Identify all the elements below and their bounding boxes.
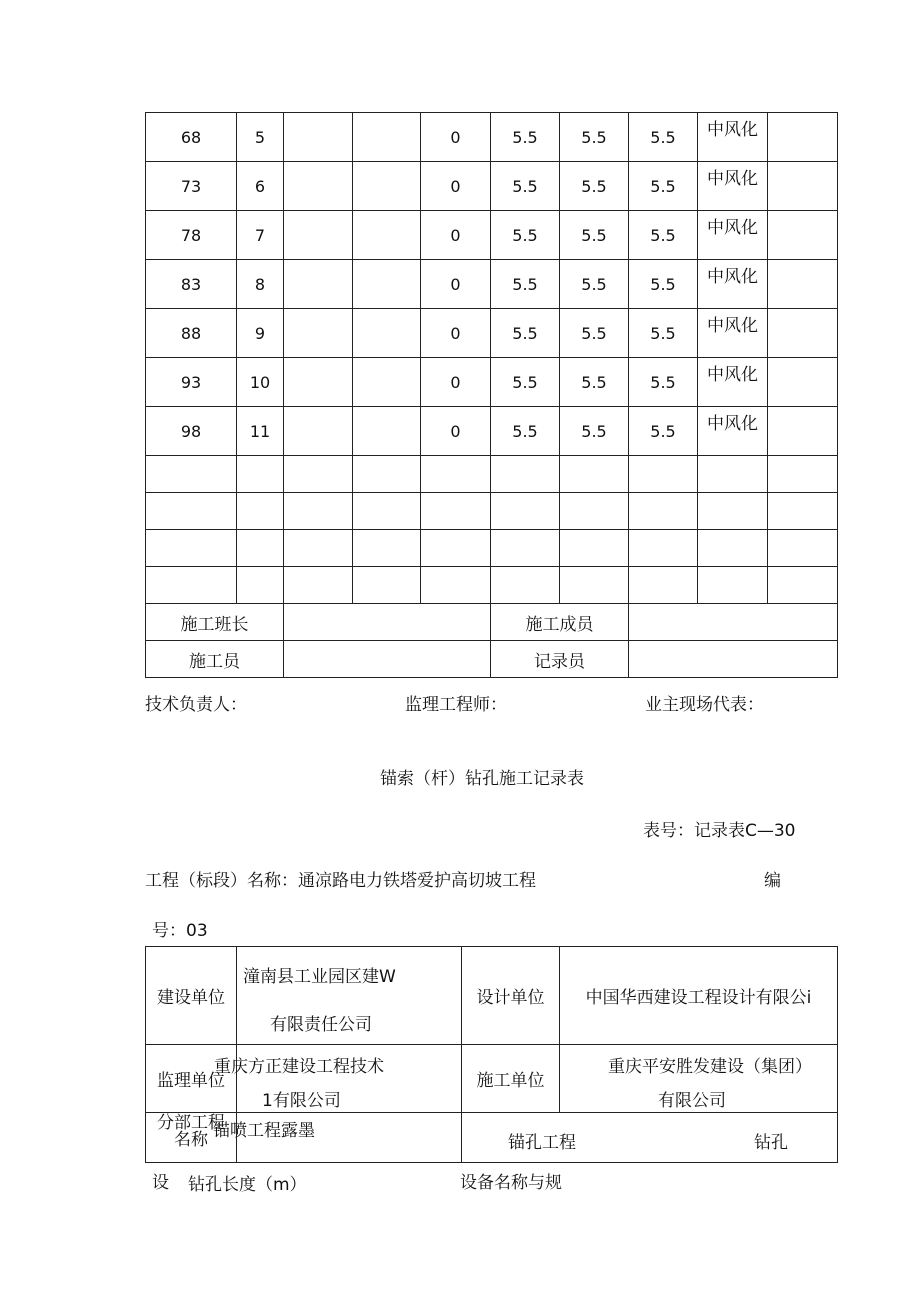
- empty-cell: [698, 567, 768, 604]
- log-cell-c3: [284, 407, 353, 456]
- footer-row: [146, 641, 838, 678]
- log-cell-c3: [284, 260, 353, 309]
- log-cell-c3: [284, 113, 353, 162]
- log-cell-depth: 98: [146, 407, 237, 456]
- tech-lead-signature: 技术负责人：: [145, 695, 247, 715]
- worker-label: 施工员: [146, 641, 284, 678]
- log-cell-v0: 0: [421, 211, 491, 260]
- log-cell-b: 5.5: [560, 358, 629, 407]
- log-cell-seq: 11: [237, 407, 284, 456]
- log-cell-b: 5.5: [560, 162, 629, 211]
- log-cell-c: 5.5: [629, 260, 698, 309]
- empty-cell: [353, 530, 421, 567]
- log-row: [146, 309, 838, 358]
- serial-prefix: 编: [764, 871, 781, 891]
- log-cell-depth: 78: [146, 211, 237, 260]
- log-cell-v0: 0: [421, 407, 491, 456]
- log-cell-a: 5.5: [491, 358, 560, 407]
- log-cell-note: [768, 260, 838, 309]
- log-cell-seq: 7: [237, 211, 284, 260]
- empty-cell: [146, 567, 237, 604]
- empty-cell: [629, 530, 698, 567]
- log-cell-c4: [353, 113, 421, 162]
- log-cell-c3: [284, 358, 353, 407]
- log-cell-depth: 93: [146, 358, 237, 407]
- empty-cell: [237, 456, 284, 493]
- empty-cell: [768, 456, 838, 493]
- log-cell-note: [768, 211, 838, 260]
- empty-cell: [353, 456, 421, 493]
- empty-cell: [629, 493, 698, 530]
- log-cell-b: 5.5: [560, 309, 629, 358]
- log-cell-a: 5.5: [491, 309, 560, 358]
- log-cell-rock: 中风化: [698, 162, 768, 211]
- log-cell-c: 5.5: [629, 113, 698, 162]
- blank-cell: [284, 641, 491, 678]
- log-cell-depth: 83: [146, 260, 237, 309]
- log-cell-note: [768, 309, 838, 358]
- supervisor-signature: 监理工程师：: [405, 695, 507, 715]
- empty-cell: [146, 456, 237, 493]
- log-cell-rock: 中风化: [698, 407, 768, 456]
- log-cell-c: 5.5: [629, 162, 698, 211]
- empty-row: [146, 456, 838, 493]
- log-cell-note: [768, 358, 838, 407]
- empty-cell: [768, 493, 838, 530]
- empty-cell: [237, 567, 284, 604]
- log-cell-c: 5.5: [629, 358, 698, 407]
- log-cell-seq: 9: [237, 309, 284, 358]
- empty-cell: [284, 493, 353, 530]
- project-name-line: 工程（标段）名称：通凉路电力铁塔爱护高切坡工程: [145, 871, 536, 891]
- empty-cell: [237, 530, 284, 567]
- project-info-table: [145, 946, 838, 1163]
- recorder-label: 记录员: [491, 641, 629, 678]
- log-cell-rock: 中风化: [698, 358, 768, 407]
- log-cell-depth: 73: [146, 162, 237, 211]
- empty-cell: [698, 456, 768, 493]
- log-cell-c4: [353, 407, 421, 456]
- form-number: 表号：记录表C—30: [643, 821, 796, 841]
- design-unit-value: 中国华西建设工程设计有限公i: [560, 947, 838, 1045]
- empty-row: [146, 493, 838, 530]
- empty-cell: [491, 567, 560, 604]
- empty-cell: [146, 530, 237, 567]
- log-cell-c4: [353, 162, 421, 211]
- log-cell-note: [768, 407, 838, 456]
- construct-unit-value: 重庆平安胜发建设（集团） 有限公司: [560, 1045, 838, 1113]
- form-title: 锚索（杆）钻孔施工记录表: [380, 769, 584, 789]
- log-cell-c: 5.5: [629, 309, 698, 358]
- empty-cell: [421, 493, 491, 530]
- blank-cell: [629, 641, 838, 678]
- log-cell-a: 5.5: [491, 162, 560, 211]
- log-row: [146, 407, 838, 456]
- log-cell-seq: 5: [237, 113, 284, 162]
- empty-cell: [421, 456, 491, 493]
- blank-cell: [284, 604, 491, 641]
- log-cell-note: [768, 113, 838, 162]
- empty-cell: [491, 456, 560, 493]
- empty-cell: [560, 567, 629, 604]
- empty-cell: [491, 530, 560, 567]
- empty-cell: [421, 530, 491, 567]
- log-cell-v0: 0: [421, 358, 491, 407]
- empty-cell: [768, 530, 838, 567]
- log-cell-v0: 0: [421, 162, 491, 211]
- log-row: [146, 211, 838, 260]
- empty-cell: [629, 456, 698, 493]
- log-cell-c3: [284, 162, 353, 211]
- empty-cell: [560, 530, 629, 567]
- empty-row: [146, 567, 838, 604]
- design-unit-label: 设计单位: [462, 947, 560, 1045]
- log-cell-depth: 68: [146, 113, 237, 162]
- log-cell-b: 5.5: [560, 260, 629, 309]
- empty-cell: [560, 456, 629, 493]
- log-cell-rock: 中风化: [698, 113, 768, 162]
- log-cell-c4: [353, 358, 421, 407]
- log-cell-note: [768, 162, 838, 211]
- empty-cell: [768, 567, 838, 604]
- log-cell-c4: [353, 211, 421, 260]
- footer-row: [146, 604, 838, 641]
- equipment-name-label: 设备名称与规: [460, 1173, 562, 1193]
- empty-cell: [237, 493, 284, 530]
- empty-cell: [284, 567, 353, 604]
- owner-rep-signature: 业主现场代表：: [645, 695, 764, 715]
- empty-cell: [353, 493, 421, 530]
- log-cell-a: 5.5: [491, 211, 560, 260]
- blank-cell: [629, 604, 838, 641]
- log-row: [146, 162, 838, 211]
- log-row: [146, 358, 838, 407]
- empty-cell: [698, 530, 768, 567]
- log-cell-seq: 6: [237, 162, 284, 211]
- supervise-unit-label: 监理单位: [146, 1045, 237, 1113]
- empty-cell: [284, 530, 353, 567]
- build-unit-value: 潼南县工业园区建W 有限责任公司: [237, 947, 462, 1045]
- log-cell-b: 5.5: [560, 113, 629, 162]
- empty-cell: [284, 456, 353, 493]
- empty-cell: [421, 567, 491, 604]
- empty-cell: [560, 493, 629, 530]
- log-cell-seq: 10: [237, 358, 284, 407]
- log-cell-b: 5.5: [560, 211, 629, 260]
- serial-number: 号：03: [152, 921, 208, 941]
- item-value: 锚孔工程 钻孔: [462, 1113, 838, 1163]
- log-cell-c4: [353, 309, 421, 358]
- sub-project-value: 锚喷工程露墨: [237, 1113, 462, 1163]
- members-label: 施工成员: [491, 604, 629, 641]
- equip-prefix: 设: [152, 1173, 169, 1193]
- construct-unit-label: 施工单位: [462, 1045, 560, 1113]
- log-cell-rock: 中风化: [698, 211, 768, 260]
- empty-cell: [491, 493, 560, 530]
- log-cell-depth: 88: [146, 309, 237, 358]
- drilling-log-table: [145, 112, 838, 678]
- log-cell-c: 5.5: [629, 211, 698, 260]
- log-cell-c4: [353, 260, 421, 309]
- log-cell-a: 5.5: [491, 407, 560, 456]
- log-cell-v0: 0: [421, 113, 491, 162]
- empty-cell: [146, 493, 237, 530]
- log-cell-a: 5.5: [491, 260, 560, 309]
- log-cell-b: 5.5: [560, 407, 629, 456]
- drill-length-label: 钻孔长度（m）: [188, 1175, 307, 1195]
- supervise-unit-value: 重庆方正建设工程技术 1有限公司: [237, 1045, 462, 1113]
- log-cell-c: 5.5: [629, 407, 698, 456]
- log-cell-rock: 中风化: [698, 260, 768, 309]
- leader-label: 施工班长: [146, 604, 284, 641]
- log-cell-v0: 0: [421, 309, 491, 358]
- empty-row: [146, 530, 838, 567]
- log-row: [146, 113, 838, 162]
- log-cell-seq: 8: [237, 260, 284, 309]
- log-cell-c3: [284, 211, 353, 260]
- log-cell-v0: 0: [421, 260, 491, 309]
- log-row: [146, 260, 838, 309]
- sub-project-label: 分部工程 名称: [146, 1113, 237, 1163]
- log-cell-rock: 中风化: [698, 309, 768, 358]
- empty-cell: [353, 567, 421, 604]
- empty-cell: [629, 567, 698, 604]
- log-cell-c3: [284, 309, 353, 358]
- log-cell-a: 5.5: [491, 113, 560, 162]
- empty-cell: [698, 493, 768, 530]
- build-unit-label: 建设单位: [146, 947, 237, 1045]
